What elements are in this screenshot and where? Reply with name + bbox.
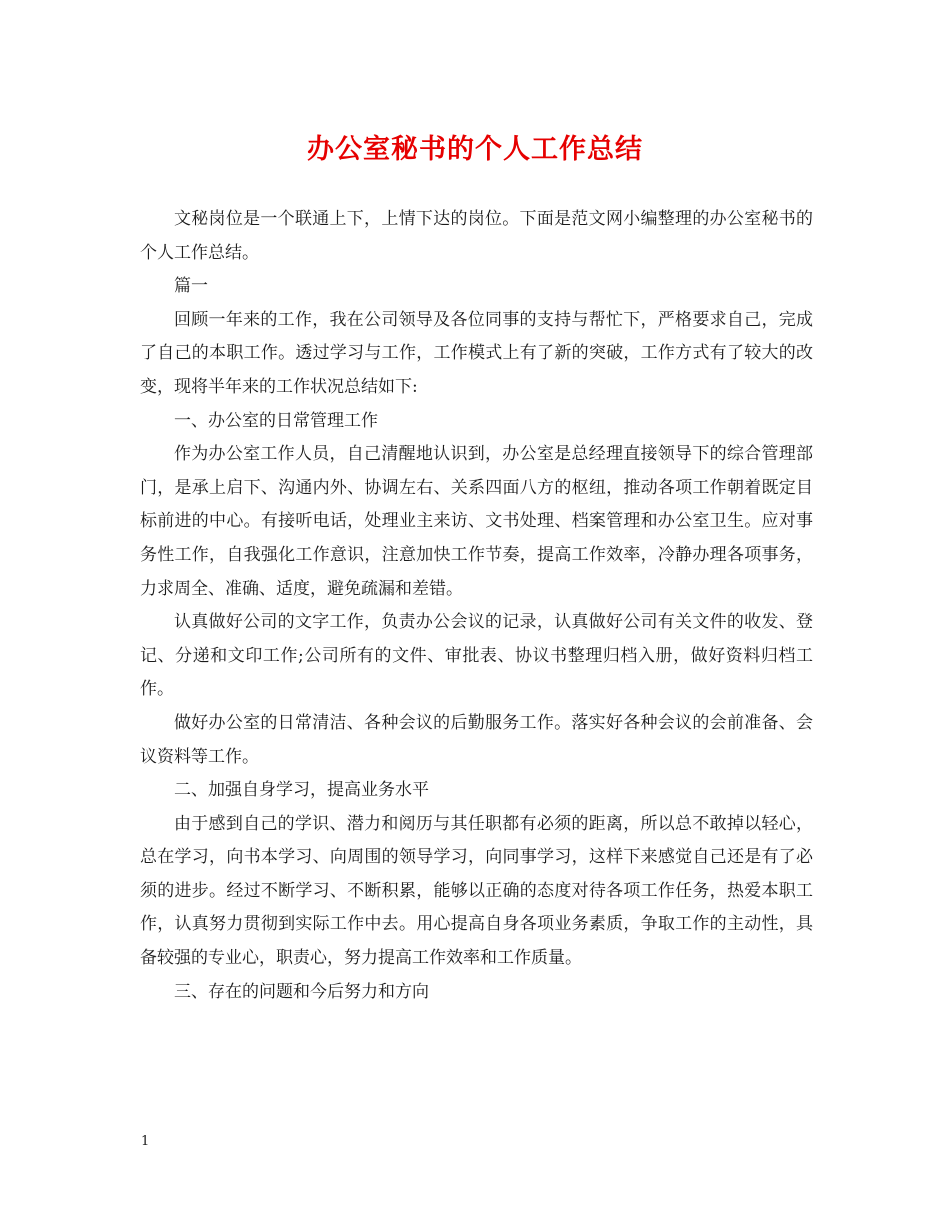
heading-section-two: 二、加强自身学习，提高业务水平 <box>174 780 429 801</box>
section-label-part-one: 篇一 <box>174 276 208 297</box>
page-number: 1 <box>141 1134 150 1149</box>
paragraph-document-work: 认真做好公司的文字工作，负责办公会议的记录，认真做好公司有关文件的收发、登记、分递和文印工作;公司所有的文件、审批表、协议书整理归档入册，做好资料归档工作。 <box>140 612 813 700</box>
document-body <box>140 203 813 1009</box>
paragraph-intro: 文秘岗位是一个联通上下，上情下达的岗位。下面是范文网小编整理的办公室秘书的个人工作总结。 <box>140 209 813 263</box>
heading-section-one: 一、办公室的日常管理工作 <box>174 410 378 431</box>
heading-section-three: 三、存在的问题和今后努力和方向 <box>174 981 429 1002</box>
document-title: 办公室秘书的个人工作总结 <box>307 134 643 165</box>
paragraph-review: 回顾一年来的工作，我在公司领导及各位同事的支持与帮忙下，严格要求自己，完成了自己的本职工作。透过学习与工作，工作模式上有了新的突破，工作方式有了较大的改变，现将半年来的工作状况总结如下: <box>140 309 813 397</box>
paragraph-cleaning-meetings: 做好办公室的日常清洁、各种会议的后勤服务工作。落实好各种会议的会前准备、会议资料等工作。 <box>140 712 813 767</box>
paragraph-office-role: 作为办公室工作人员，自己清醒地认识到，办公室是总经理直接领导下的综合管理部门，是承上启下、沟通内外、协调左右、关系四面八方的枢纽，推动各项工作朝着既定目标前进的中心。有接听电话，处理业主来访、文书处理、档案管理和办公室卫生。应对事务性工作，自我强化工作意识，注意加快工作节奏，提高工作效率，冷静办理各项事务，力求周全、准确、适度，避免疏漏和差错。 <box>140 444 813 599</box>
paragraph-self-learning: 由于感到自己的学识、潜力和阅历与其任职都有必须的距离，所以总不敢掉以轻心，总在学习，向书本学习、向周围的领导学习，向同事学习，这样下来感觉自己还是有了必须的进步。经过不断学习、不断积累，能够以正确的态度对待各项工作任务，热爱本职工作，认真努力贯彻到实际工作中去。用心提高自身各项业务素质，争取工作的主动性，具备较强的专业心，职责心，努力提高工作效率和工作质量。 <box>140 813 813 969</box>
